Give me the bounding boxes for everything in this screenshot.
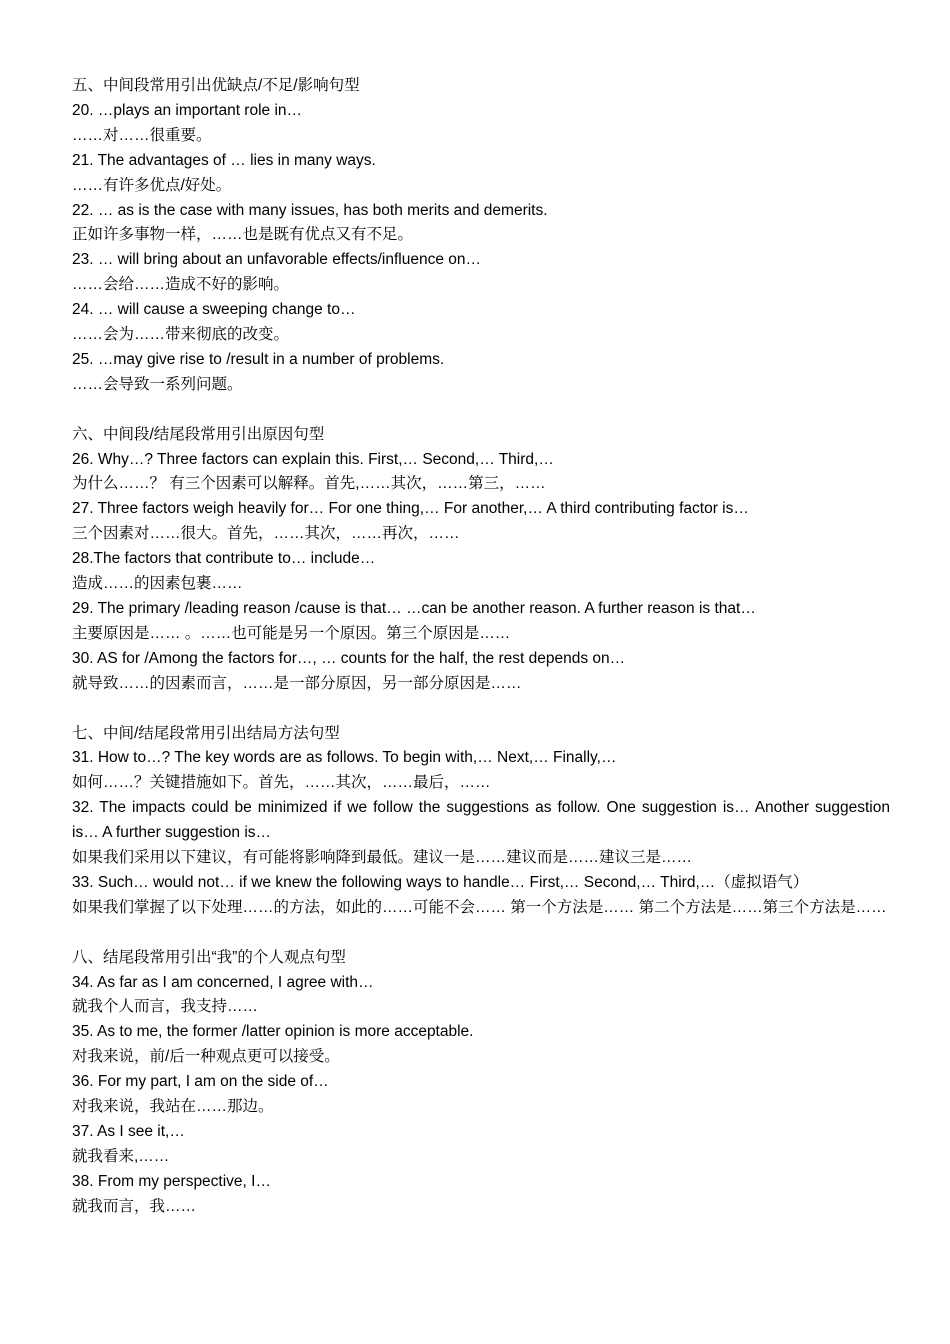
item-21-zh: ……有许多优点/好处。 (72, 176, 232, 194)
item-29-zh: 主要原因是…… 。……也可能是另一个原因。第三个原因是…… (72, 624, 511, 642)
item-22-en: 22. … as is the case with many issues, has both merits and demerits. (72, 201, 548, 219)
section-heading-5: 五、中间段常用引出优缺点/不足/影响句型 (72, 77, 360, 94)
item-28-zh: 造成……的因素包裹…… (72, 575, 243, 593)
item-30-en: 30. AS for /Among the factors for…, … counts for the half, the rest depends on… (72, 649, 626, 667)
section-heading-6: 六、中间段/结尾段常用引出原因句型 (72, 425, 325, 443)
item-20-zh: ……对……很重要。 (72, 126, 212, 144)
section-heading-8: 八、结尾段常用引出“我”的个人观点句型 (72, 948, 346, 966)
item-26-zh: 为什么……？ 有三个因素可以解释。首先,……其次，……第三，…… (72, 475, 546, 493)
section-gap (72, 921, 890, 946)
section-heading-7: 七、中间/结尾段常用引出结局方法句型 (72, 724, 340, 742)
item-38-en: 38. From my perspective, I… (72, 1172, 271, 1190)
item-23-zh: ……会给……造成不好的影响。 (72, 276, 290, 294)
item-27-zh: 三个因素对……很大。首先，……其次，……再次，…… (72, 525, 460, 543)
section-gap (72, 398, 890, 423)
item-32-zh: 如果我们采用以下建议，有可能将影响降到最低。建议一是……建议而是……建议三是…… (72, 849, 693, 867)
item-37-zh: 就我看来,…… (72, 1147, 170, 1165)
item-25-zh: ……会导致一系列问题。 (72, 375, 243, 393)
item-26-en: 26. Why…? Three factors can explain this. First,… Second,… Third,… (72, 450, 554, 468)
item-25-en: 25. …may give rise to /result in a number of problems. (72, 350, 445, 368)
item-34-zh: 就我个人而言，我支持…… (72, 998, 259, 1016)
item-24-en: 24. … will cause a sweeping change to… (72, 301, 356, 319)
item-35-zh: 对我来说，前/后一种观点更可以接受。 (72, 1048, 340, 1066)
item-23-en: 23. … will bring about an unfavorable effects/influence on… (72, 251, 481, 269)
section-gap (72, 697, 890, 722)
item-35-en: 35. As to me, the former /latter opinion is more acceptable. (72, 1023, 474, 1041)
item-33-en: 33. Such… would not… if we knew the following ways to handle… First,… Second,… Third,…（虚拟语气） (72, 873, 809, 891)
item-20-en: 20. …plays an important role in… (72, 101, 303, 119)
item-36-zh: 对我来说，我站在……那边。 (72, 1098, 274, 1116)
item-28-en: 28.The factors that contribute to… include… (72, 550, 376, 568)
item-21-en: 21. The advantages of … lies in many ways. (72, 151, 376, 169)
item-31-en: 31. How to…? The key words are as follows. To begin with,… Next,… Finally,… (72, 749, 617, 767)
item-32-en: 32. The impacts could be minimized if we follow the suggestions as follow. One suggestion is… Another suggestion is… A further suggestion is… (72, 799, 890, 842)
item-22-zh: 正如许多事物一样，……也是既有优点又有不足。 (72, 226, 414, 244)
item-24-zh: ……会为……带来彻底的改变。 (72, 326, 290, 344)
item-31-zh: 如何……？关键措施如下。首先，……其次，……最后，…… (72, 774, 491, 792)
item-33-zh: 如果我们掌握了以下处理……的方法，如此的……可能不会…… 第一个方法是…… 第二个方法是……第三个方法是…… (72, 898, 887, 916)
item-30-zh: 就导致……的因素而言，……是一部分原因，另一部分原因是…… (72, 674, 522, 692)
item-37-en: 37. As I see it,… (72, 1123, 185, 1141)
item-29-en: 29. The primary /leading reason /cause is that… …can be another reason. A further reason is that… (72, 600, 756, 618)
item-38-zh: 就我而言，我…… (72, 1197, 197, 1215)
document-page (72, 74, 890, 1220)
item-34-en: 34. As far as I am concerned, I agree with… (72, 973, 374, 991)
item-27-en: 27. Three factors weigh heavily for… For one thing,… For another,… A third contributing factor is… (72, 500, 749, 518)
item-36-en: 36. For my part, I am on the side of… (72, 1073, 329, 1091)
